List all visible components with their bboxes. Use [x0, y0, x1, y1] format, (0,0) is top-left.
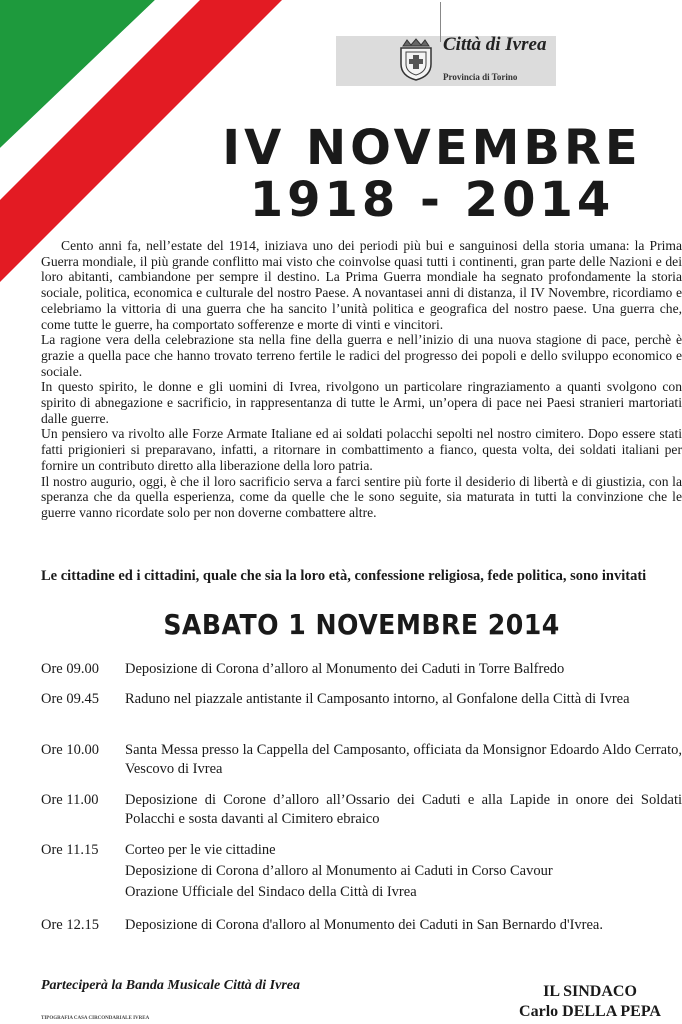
mayor-name: Carlo DELLA PEPA: [519, 1003, 661, 1020]
mayor-signature: [498, 982, 682, 1022]
schedule-time: Ore 11.00: [41, 792, 99, 808]
schedule-description: [125, 916, 682, 937]
body-paragraph-1: Cento anni fa, nell’estate del 1914, iniziava uno dei periodi più bui e sanguinosi della storia umana: la Prima Guerra mondiale, il più grande conflitto mai visto che coinvolse quasi tutti i continenti, gran parte delle Nazioni e dei loro abitanti, cambiandone per sempre il destino. La Prima Guerra mondiale ha segnato profondamente la storia sociale, politica, economica e culturale del nostro Paese. A novantasei anni di distanza, il IV Novembre, ricordiamo e celebriamo la vittoria di una guerra che ha sancito l’unità politica e geografica del nostro paese. Una guerra che, come tutte le guerre, ha comportato sofferenze e morte di vinti e vincitori.: [41, 238, 682, 332]
body-paragraph-2: La ragione vera della celebrazione sta nella fine della guerra e nell’inizio di una nuova stagione di pace, perchè è grazie a quella pace che hanno trovato terreno fertile le radici del progresso dei popoli e dello sviluppo economico e sociale.: [41, 332, 682, 379]
schedule-description: [125, 841, 682, 904]
city-name: Città di Ivrea: [443, 34, 547, 55]
schedule-time: Ore 12.15: [41, 917, 99, 933]
invitation-text: Le cittadine ed i cittadini, quale che sia la loro età, confessione religiosa, fede politica, sono invitati: [41, 568, 647, 584]
province-name: Provincia di Torino: [443, 72, 518, 82]
band-notice: Parteciperà la Banda Musicale Città di Ivrea: [41, 978, 300, 993]
schedule-line: Orazione Ufficiale del Sindaco della Città di Ivrea: [125, 884, 417, 900]
schedule-time: Ore 11.15: [41, 842, 99, 858]
schedule-time: Ore 09.45: [41, 691, 99, 707]
schedule-description: [125, 741, 682, 781]
schedule-line: Deposizione di Corona d'alloro al Monumento dei Caduti in San Bernardo d'Ivrea.: [125, 917, 603, 933]
header-divider: [440, 2, 441, 42]
schedule-time: Ore 09.00: [41, 661, 99, 677]
schedule-description: [125, 690, 682, 711]
title-line-1: IV NOVEMBRE: [222, 120, 642, 176]
schedule-line: Raduno nel piazzale antistante il Camposanto intorno, al Gonfalone della Città di Ivrea: [125, 691, 630, 707]
body-paragraph-5: Il nostro augurio, oggi, è che il loro sacrificio serva a farci sentire più forte il desiderio di libertà e di giustizia, con la speranza che da quella esperienza, come da quelle che le sono seguite, sia maturata in tutti la convinzione che le guerre vanno ricordate solo per non doverne combattere altre.: [41, 473, 682, 520]
title-line-2: 1918 - 2014: [249, 172, 615, 228]
schedule-line: Deposizione di Corona d’alloro al Monumento dei Caduti in Torre Balfredo: [125, 661, 565, 677]
schedule-line: Deposizione di Corona d’alloro al Monumento ai Caduti in Corso Cavour: [125, 863, 553, 879]
schedule-line: Santa Messa presso la Cappella del Camposanto, officiata da Monsignor Edoardo Aldo Cerrato, Vescovo di Ivrea: [125, 742, 682, 777]
printer-credit: TIPOGRAFIA CASA CIRCONDARIALE IVREA: [41, 1016, 150, 1021]
schedule-time: Ore 10.00: [41, 742, 99, 758]
body-paragraph-4: Un pensiero va rivolto alle Forze Armate Italiane ed ai soldati polacchi sepolti nel nostro cimitero. Dopo essere stati fatti prigionieri si preparavano, infatti, a ritornare in combattimento a fianco, questa volta, dei soldati italiani per fornire un contributo diretto alla liberazione della loro patria.: [41, 426, 682, 473]
schedule-description: [125, 660, 682, 681]
body-text: [41, 238, 682, 521]
mayor-title: IL SINDACO: [543, 983, 637, 1000]
date-heading: SABATO 1 NOVEMBRE 2014: [163, 608, 560, 641]
schedule-description: [125, 791, 682, 831]
body-paragraph-3: In questo spirito, le donne e gli uomini di Ivrea, rivolgono un particolare ringraziamento a quanti svolgono con spirito di abnegazione e sacrificio, in rappresentanza di tutte le Armi, un’opera di pace nei Paesi stranieri martoriati dalle guerre.: [41, 379, 682, 426]
schedule-line: Deposizione di Corone d’alloro all’Ossario dei Caduti e alla Lapide in onore dei Soldati Polacchi e sosta davanti al Cimitero ebraico: [125, 792, 682, 827]
city-seal-icon: [395, 38, 437, 82]
schedule-line: Corteo per le vie cittadine: [125, 842, 276, 858]
